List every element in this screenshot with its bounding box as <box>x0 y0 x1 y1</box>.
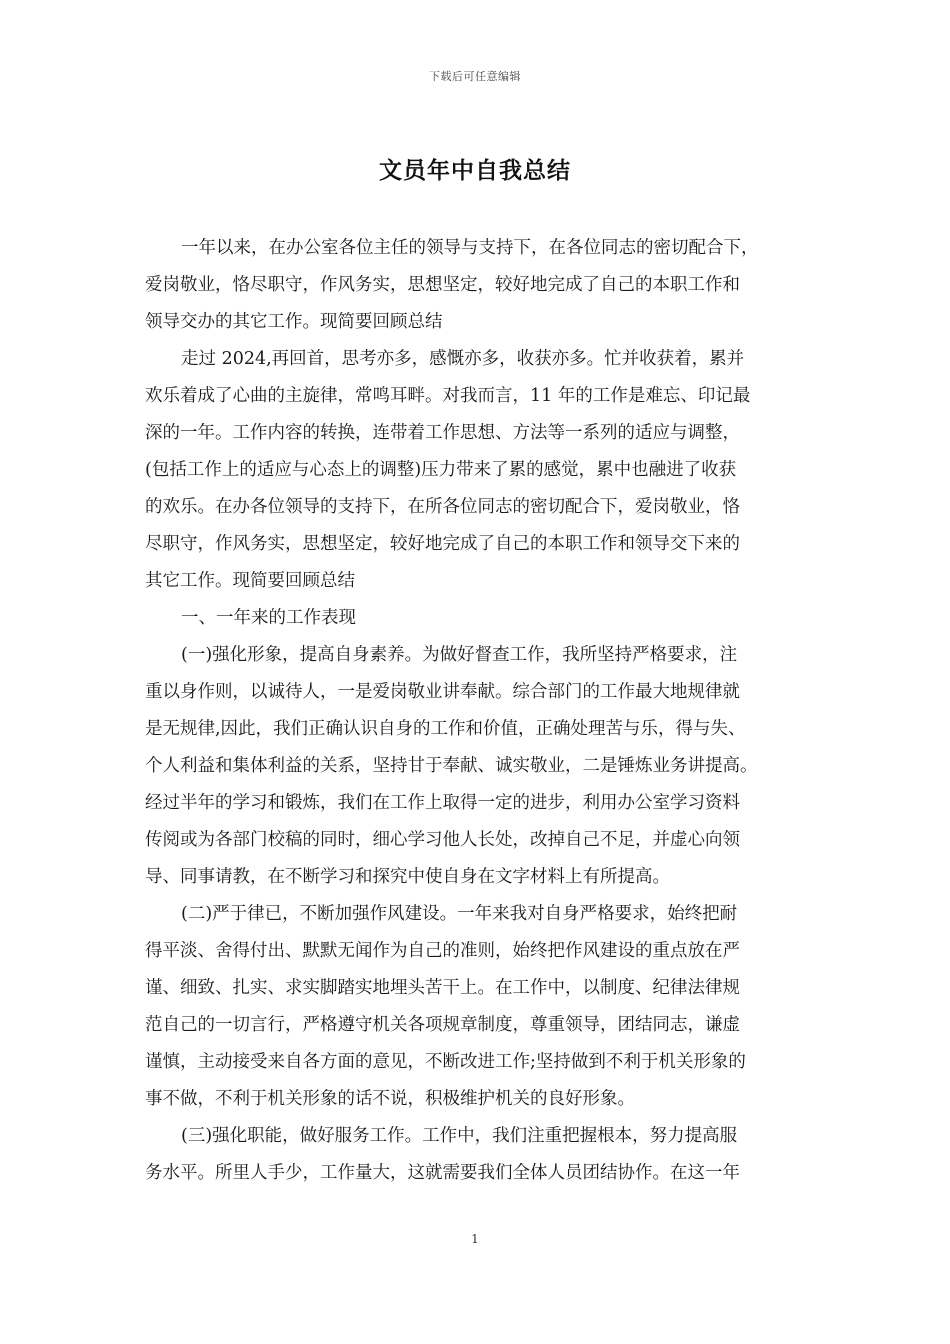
body-line: 是无规律,因此，我们正确认识自身的工作和价值，正确处理苦与乐，得与失、 <box>145 719 746 739</box>
document-title: 文员年中自我总结 <box>379 157 571 184</box>
body-line: 得平淡、舍得付出、默默无闻作为自己的准则，始终把作风建设的重点放在严 <box>145 941 740 961</box>
body-line: 谨、细致、扎实、求实脚踏实地埋头苦干上。在工作中，以制度、纪律法律规 <box>145 978 740 998</box>
body-line: 务水平。所里人手少，工作量大，这就需要我们全体人员团结协作。在这一年 <box>145 1163 740 1183</box>
body-line: 其它工作。现简要回顾总结 <box>145 571 355 591</box>
body-line: 重以身作则，以诚待人，一是爱岗敬业讲奉献。综合部门的工作最大地规律就 <box>145 682 740 702</box>
body-line: 传阅或为各部门校稿的同时，细心学习他人长处，改掉自己不足，并虚心向领 <box>145 830 740 850</box>
body-line: (三)强化职能，做好服务工作。工作中，我们注重把握根本，努力提高服 <box>181 1126 738 1146</box>
body-line: 范自己的一切言行，严格遵守机关各项规章制度，尊重领导，团结同志，谦虚 <box>145 1015 740 1035</box>
section-heading: 一、一年来的工作表现 <box>181 608 356 628</box>
body-line: 一年以来，在办公室各位主任的领导与支持下，在各位同志的密切配合下， <box>181 238 759 258</box>
body-line: 谨慎，主动接受来自各方面的意见，不断改进工作;坚持做到不利于机关形象的 <box>145 1052 746 1072</box>
page-number: 1 <box>471 1232 479 1246</box>
body-line: 深的一年。工作内容的转换，连带着工作思想、方法等一系列的适应与调整， <box>145 423 740 443</box>
body-line: (包括工作上的适应与心态上的调整)压力带来了累的感觉，累中也融进了收获 <box>145 460 737 480</box>
body-line: 尽职守，作风务实，思想坚定，较好地完成了自己的本职工作和领导交下来的 <box>145 534 740 554</box>
body-line: 爱岗敬业，恪尽职守，作风务实，思想坚定，较好地完成了自己的本职工作和 <box>145 275 740 295</box>
body-line: 领导交办的其它工作。现简要回顾总结 <box>145 312 443 332</box>
body-line: 的欢乐。在办各位领导的支持下，在所各位同志的密切配合下，爱岗敬业，恪 <box>145 497 740 517</box>
body-line: 经过半年的学习和锻炼，我们在工作上取得一定的进步，利用办公室学习资料 <box>145 793 740 813</box>
body-line: 事不做，不利于机关形象的话不说，积极维护机关的良好形象。 <box>145 1089 635 1109</box>
body-line: 欢乐着成了心曲的主旋律，常鸣耳畔。对我而言，11 年的工作是难忘、印记最 <box>145 386 751 406</box>
body-line: 个人利益和集体利益的关系，坚持甘于奉献、诚实敬业，二是锤炼业务讲提高。 <box>145 756 758 776</box>
body-line: 导、同事请教，在不断学习和探究中使自身在文字材料上有所提高。 <box>145 867 670 887</box>
header-note: 下载后可任意编辑 <box>429 70 521 83</box>
document-body <box>145 230 813 1192</box>
body-line: (二)严于律已，不断加强作风建设。一年来我对自身严格要求，始终把耐 <box>181 904 738 924</box>
body-line: 走过 2024,再回首，思考亦多，感慨亦多，收获亦多。忙并收获着，累并 <box>181 349 745 369</box>
body-line: (一)强化形象，提高自身素养。为做好督查工作，我所坚持严格要求，注 <box>181 645 738 665</box>
